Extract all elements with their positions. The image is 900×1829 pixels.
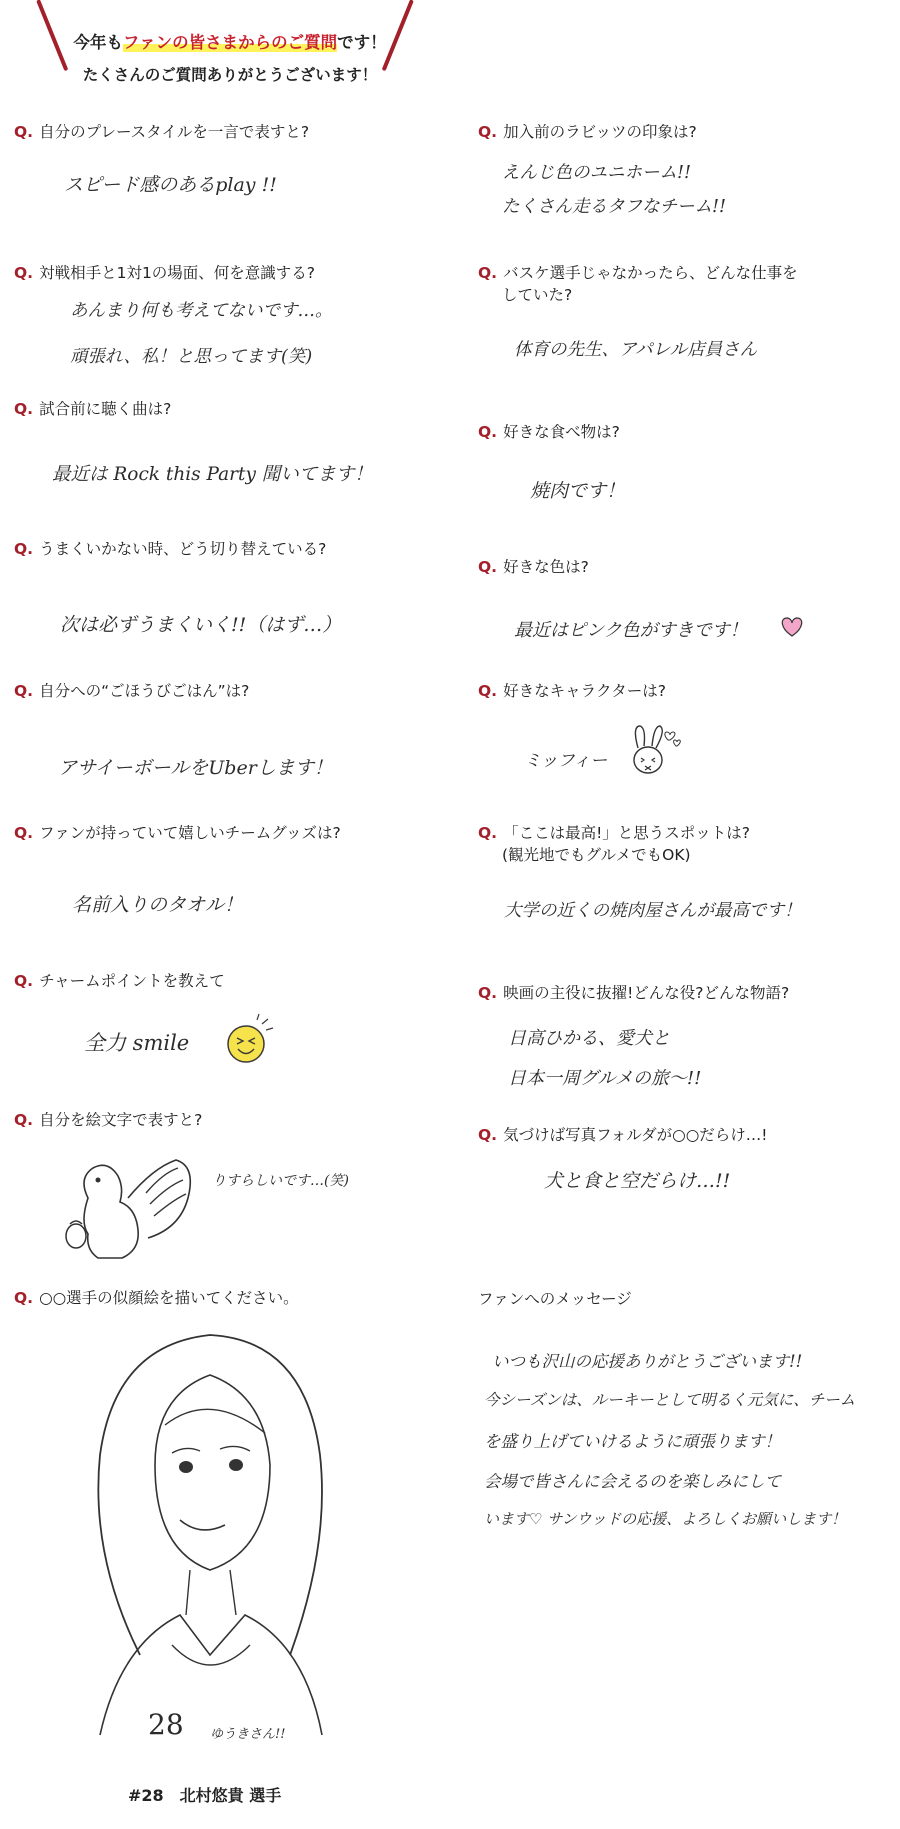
question-5: Q. 試合前に聴く曲は?	[14, 400, 172, 418]
answer-2-line-1: えんじ色のユニホーム!!	[502, 163, 692, 183]
smile-face-icon	[224, 1016, 274, 1066]
portrait-drawing	[60, 1315, 360, 1755]
question-10: Q. 好きなキャラクターは?	[478, 682, 666, 700]
answer-10: ミッフィー	[524, 751, 608, 771]
miffy-icon	[624, 724, 684, 780]
answer-3-line-2: 頑張れ、私！と思ってます(笑)	[70, 347, 313, 367]
answer-9: アサイーボールをUberします！	[58, 757, 333, 779]
answer-13: 全力 smile	[84, 1031, 190, 1055]
answer-14-line-1: 日高ひかる、愛犬と	[508, 1028, 670, 1049]
question-8: Q. 好きな色は?	[478, 558, 589, 576]
fan-message-line-3: を盛り上げていけるように頑張ります！	[484, 1432, 781, 1451]
header-line-1: 今年もファンの皆さまからのご質問です！	[73, 33, 387, 52]
answer-5: 最近は Rock this Party 聞いてます！	[52, 464, 373, 485]
answer-2-line-2: たくさん走るタフなチーム!!	[502, 197, 727, 217]
portrait-caption: ゆうきさん!!	[210, 1727, 286, 1742]
answer-11: 名前入りのタオル！	[72, 894, 244, 916]
question-3: Q. 対戦相手と1対1の場面、何を意識する?	[14, 264, 316, 282]
question-11: Q. ファンが持っていて嬉しいチームグッズは?	[14, 824, 341, 842]
question-16: Q. 気づけば写真フォルダが○○だらけ…!	[478, 1126, 768, 1144]
answer-1: スピード感のあるplay !!	[64, 174, 277, 196]
header-highlight: ファンの皆さまからのご質問	[122, 33, 338, 52]
question-14: Q. 映画の主役に抜擢!どんな役?どんな物語?	[478, 984, 790, 1002]
answer-14-line-2: 日本一周グルメの旅～!!	[508, 1068, 702, 1089]
question-15: Q. 自分を絵文字で表すと?	[14, 1111, 203, 1129]
answer-12: 大学の近くの焼肉屋さんが最高です！	[504, 901, 802, 921]
question-4: Q. バスケ選手じゃなかったら、どんな仕事を していた?	[478, 264, 798, 304]
squirrel-icon	[58, 1138, 198, 1268]
player-name: #28 北村悠貴 選手	[128, 1786, 282, 1805]
pink-heart-icon	[778, 614, 806, 640]
answer-4: 体育の先生、アパレル店員さん	[514, 340, 758, 360]
answer-8: 最近はピンク色がすきです！	[514, 620, 748, 641]
fan-message-line-2: 今シーズンは、ルーキーとして明るく元気に、チーム	[484, 1391, 856, 1409]
question-9: Q. 自分への“ごほうびごはん”は?	[14, 682, 250, 700]
question-7: Q. うまくいかない時、どう切り替えている?	[14, 540, 327, 558]
page-header	[0, 0, 900, 90]
fan-message-title: ファンへのメッセージ	[478, 1290, 632, 1308]
question-13: Q. チャームポイントを教えて	[14, 972, 225, 990]
header-line-2: たくさんのご質問ありがとうございます！	[82, 66, 378, 84]
fan-message-line-1: いつも沢山の応援ありがとうございます!!	[492, 1352, 803, 1371]
answer-7: 次は必ずうまくいく!!（はず…）	[60, 614, 342, 636]
fan-message-line-4: 会場で皆さんに会えるのを楽しみにして	[484, 1472, 781, 1491]
answer-3-line-1: あんまり何も考えてないです…。	[70, 301, 333, 321]
question-17: Q. ○○選手の似顔絵を描いてください。	[14, 1289, 299, 1307]
question-6: Q. 好きな食べ物は?	[478, 423, 620, 441]
answer-16: 犬と食と空だらけ…!!	[544, 1170, 731, 1192]
answer-6: 焼肉です！	[530, 480, 626, 502]
fan-message-line-5: います♡ サンウッドの応援、よろしくお願いします！	[484, 1510, 847, 1528]
question-12: Q. 「ここは最高!」と思うスポットは? (観光地でもグルメでもOK)	[478, 824, 751, 864]
answer-15: りすらしいです…(笑)	[212, 1173, 349, 1189]
question-1: Q. 自分のプレースタイルを一言で表すと?	[14, 123, 310, 141]
portrait-jersey-number: 28	[148, 1708, 184, 1741]
question-2: Q. 加入前のラビッツの印象は?	[478, 123, 697, 141]
